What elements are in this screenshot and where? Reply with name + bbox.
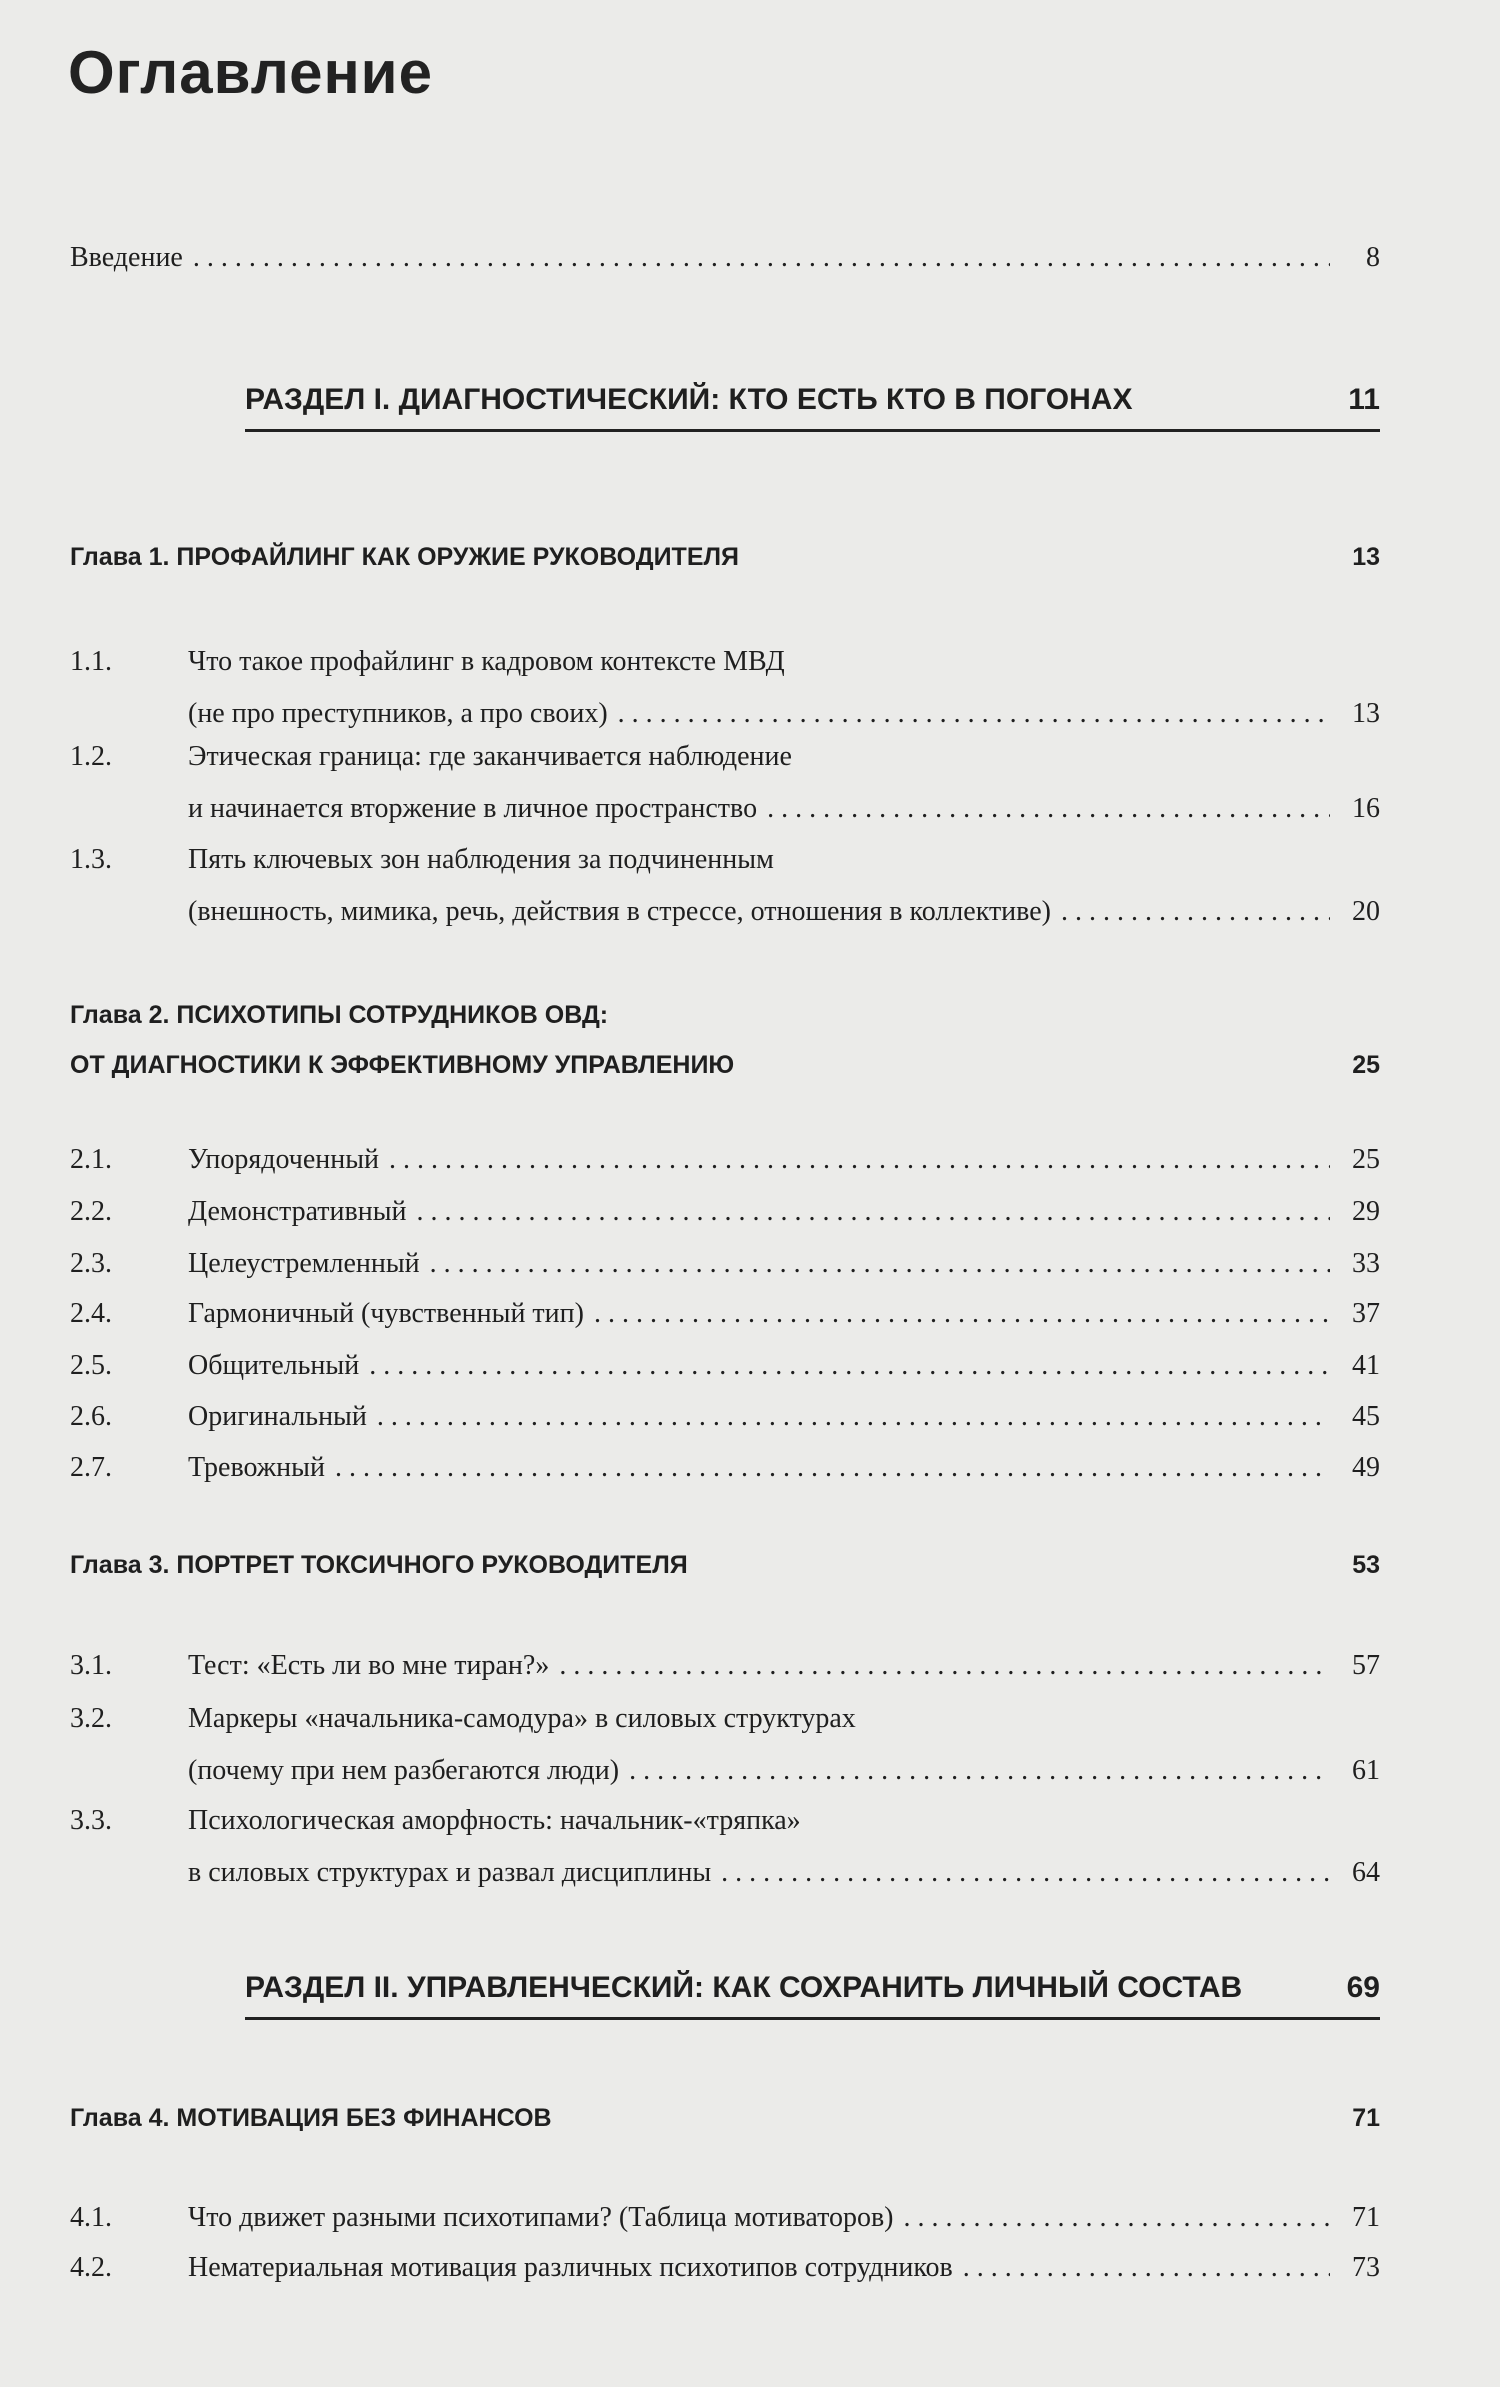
toc-entry[interactable]	[70, 636, 1380, 740]
section-title: РАЗДЕЛ I. ДИАГНОСТИЧЕСКИЙ: КТО ЕСТЬ КТО В ПОГОНАХ	[245, 383, 1133, 416]
entry-number: 2.5.	[70, 1350, 112, 1381]
entry-number: 2.6.	[70, 1401, 112, 1432]
leader-dots	[767, 783, 1330, 835]
chapter-page: 25	[1352, 1051, 1380, 1079]
entry-page: 29	[1352, 1196, 1380, 1227]
entry-title: Этическая граница: где заканчивается наблюдение	[188, 741, 792, 772]
chapter-title: Глава 2. ПСИХОТИПЫ СОТРУДНИКОВ ОВД:	[70, 1001, 609, 1029]
entry-title: Что движет разными психотипами? (Таблица мотиваторов)	[188, 2202, 894, 2233]
entry-page: 41	[1352, 1350, 1380, 1381]
entry-title-cont: в силовых структурах и развал дисциплины	[188, 1857, 712, 1888]
leader-dots	[721, 1847, 1330, 1899]
toc-entry[interactable]	[70, 1795, 1380, 1899]
toc-entry[interactable]	[70, 1640, 1380, 1692]
entry-number: 4.1.	[70, 2202, 112, 2233]
entry-title: Демонстративный	[188, 1196, 407, 1227]
entry-title: Маркеры «начальника-самодура» в силовых структурах	[188, 1703, 856, 1734]
leader-dots	[430, 1238, 1330, 1290]
toc-entry[interactable]	[70, 1134, 1380, 1186]
entry-number: 3.2.	[70, 1703, 112, 1734]
toc-entry[interactable]	[70, 2192, 1380, 2244]
leader-dots	[417, 1186, 1330, 1238]
leader-dots	[1061, 886, 1330, 938]
toc-entry[interactable]	[70, 731, 1380, 835]
entry-page: 13	[1352, 698, 1380, 729]
entry-number: 3.3.	[70, 1805, 112, 1836]
leader-dots	[903, 2192, 1330, 2244]
leader-dots	[369, 1340, 1330, 1392]
entry-number: 2.7.	[70, 1452, 112, 1483]
entry-title-cont: (внешность, мимика, речь, действия в стрессе, отношения в коллективе)	[188, 896, 1051, 927]
entry-title: Целеустремленный	[188, 1248, 420, 1279]
entry-number: 2.4.	[70, 1298, 112, 1329]
entry-title: Нематериальная мотивация различных психотипов сотрудников	[188, 2252, 953, 2283]
entry-number: 2.3.	[70, 1248, 112, 1279]
toc-entry[interactable]	[70, 1340, 1380, 1392]
entry-page: 71	[1352, 2202, 1380, 2233]
entry-number: 2.2.	[70, 1196, 112, 1227]
page-title: Оглавление	[68, 39, 433, 106]
entry-title: Оригинальный	[188, 1401, 367, 1432]
section-title: РАЗДЕЛ II. УПРАВЛЕНЧЕСКИЙ: КАК СОХРАНИТЬ ЛИЧНЫЙ СОСТАВ	[245, 1971, 1243, 2004]
chapter-heading[interactable]	[70, 2093, 1380, 2143]
entry-title: Введение	[70, 242, 183, 273]
entry-page: 25	[1352, 1144, 1380, 1175]
chapter-page: 13	[1352, 543, 1380, 571]
entry-page: 57	[1352, 1650, 1380, 1681]
entry-page: 61	[1352, 1755, 1380, 1786]
entry-page: 33	[1352, 1248, 1380, 1279]
toc-entry[interactable]	[70, 1186, 1380, 1238]
entry-number: 1.3.	[70, 844, 112, 875]
chapter-heading[interactable]	[70, 1540, 1380, 1590]
entry-title-cont: (почему при нем разбегаются люди)	[188, 1755, 620, 1786]
entry-title: Психологическая аморфность: начальник-«тряпка»	[188, 1805, 801, 1836]
entry-page: 45	[1352, 1401, 1380, 1432]
entry-number: 2.1.	[70, 1144, 112, 1175]
toc-entry[interactable]	[70, 834, 1380, 938]
entry-number: 3.1.	[70, 1650, 112, 1681]
toc-entry-intro[interactable]	[70, 232, 1380, 284]
leader-dots	[389, 1134, 1330, 1186]
entry-title-cont: и начинается вторжение в личное пространство	[188, 793, 758, 824]
entry-page: 64	[1352, 1857, 1380, 1888]
entry-number: 1.2.	[70, 741, 112, 772]
toc-entry[interactable]	[70, 2242, 1380, 2294]
entry-title: Тревожный	[188, 1452, 325, 1483]
chapter-page: 53	[1352, 1551, 1380, 1579]
section-heading[interactable]	[245, 1963, 1380, 2020]
entry-page: 8	[1366, 242, 1380, 273]
leader-dots	[963, 2242, 1330, 2294]
chapter-heading[interactable]	[70, 990, 1380, 1090]
entry-title: Тест: «Есть ли во мне тиран?»	[188, 1650, 550, 1681]
entry-page: 20	[1352, 896, 1380, 927]
entry-page: 49	[1352, 1452, 1380, 1483]
chapter-title: Глава 4. МОТИВАЦИЯ БЕЗ ФИНАНСОВ	[70, 2104, 552, 2132]
leader-dots	[559, 1640, 1330, 1692]
entry-number: 1.1.	[70, 646, 112, 677]
toc-entry[interactable]	[70, 1238, 1380, 1290]
entry-title: Что такое профайлинг в кадровом контексте МВД	[188, 646, 785, 677]
entry-title: Пять ключевых зон наблюдения за подчиненным	[188, 844, 774, 875]
toc-entry[interactable]	[70, 1693, 1380, 1797]
leader-dots	[335, 1442, 1330, 1494]
entry-page: 16	[1352, 793, 1380, 824]
toc-entry[interactable]	[70, 1442, 1380, 1494]
entry-title: Гармоничный (чувственный тип)	[188, 1298, 584, 1329]
leader-dots	[594, 1288, 1330, 1340]
chapter-title-cont: ОТ ДИАГНОСТИКИ К ЭФФЕКТИВНОМУ УПРАВЛЕНИЮ	[70, 1051, 735, 1079]
entry-number: 4.2.	[70, 2252, 112, 2283]
toc-entry[interactable]	[70, 1391, 1380, 1443]
entry-title: Общительный	[188, 1350, 360, 1381]
entry-title-cont: (не про преступников, а про своих)	[188, 698, 608, 729]
entry-title: Упорядоченный	[188, 1144, 380, 1175]
chapter-title: Глава 3. ПОРТРЕТ ТОКСИЧНОГО РУКОВОДИТЕЛЯ	[70, 1551, 688, 1579]
leader-dots	[629, 1745, 1330, 1797]
section-heading[interactable]	[245, 375, 1380, 432]
toc-entry[interactable]	[70, 1288, 1380, 1340]
entry-page: 37	[1352, 1298, 1380, 1329]
leader-dots	[377, 1391, 1330, 1443]
chapter-page: 71	[1352, 2104, 1380, 2132]
section-page: 69	[1346, 1971, 1380, 2004]
leader-dots	[193, 232, 1330, 284]
chapter-title: Глава 1. ПРОФАЙЛИНГ КАК ОРУЖИЕ РУКОВОДИТЕЛЯ	[70, 543, 740, 571]
chapter-heading[interactable]	[70, 532, 1380, 582]
section-page: 11	[1348, 383, 1380, 416]
entry-page: 73	[1352, 2252, 1380, 2283]
